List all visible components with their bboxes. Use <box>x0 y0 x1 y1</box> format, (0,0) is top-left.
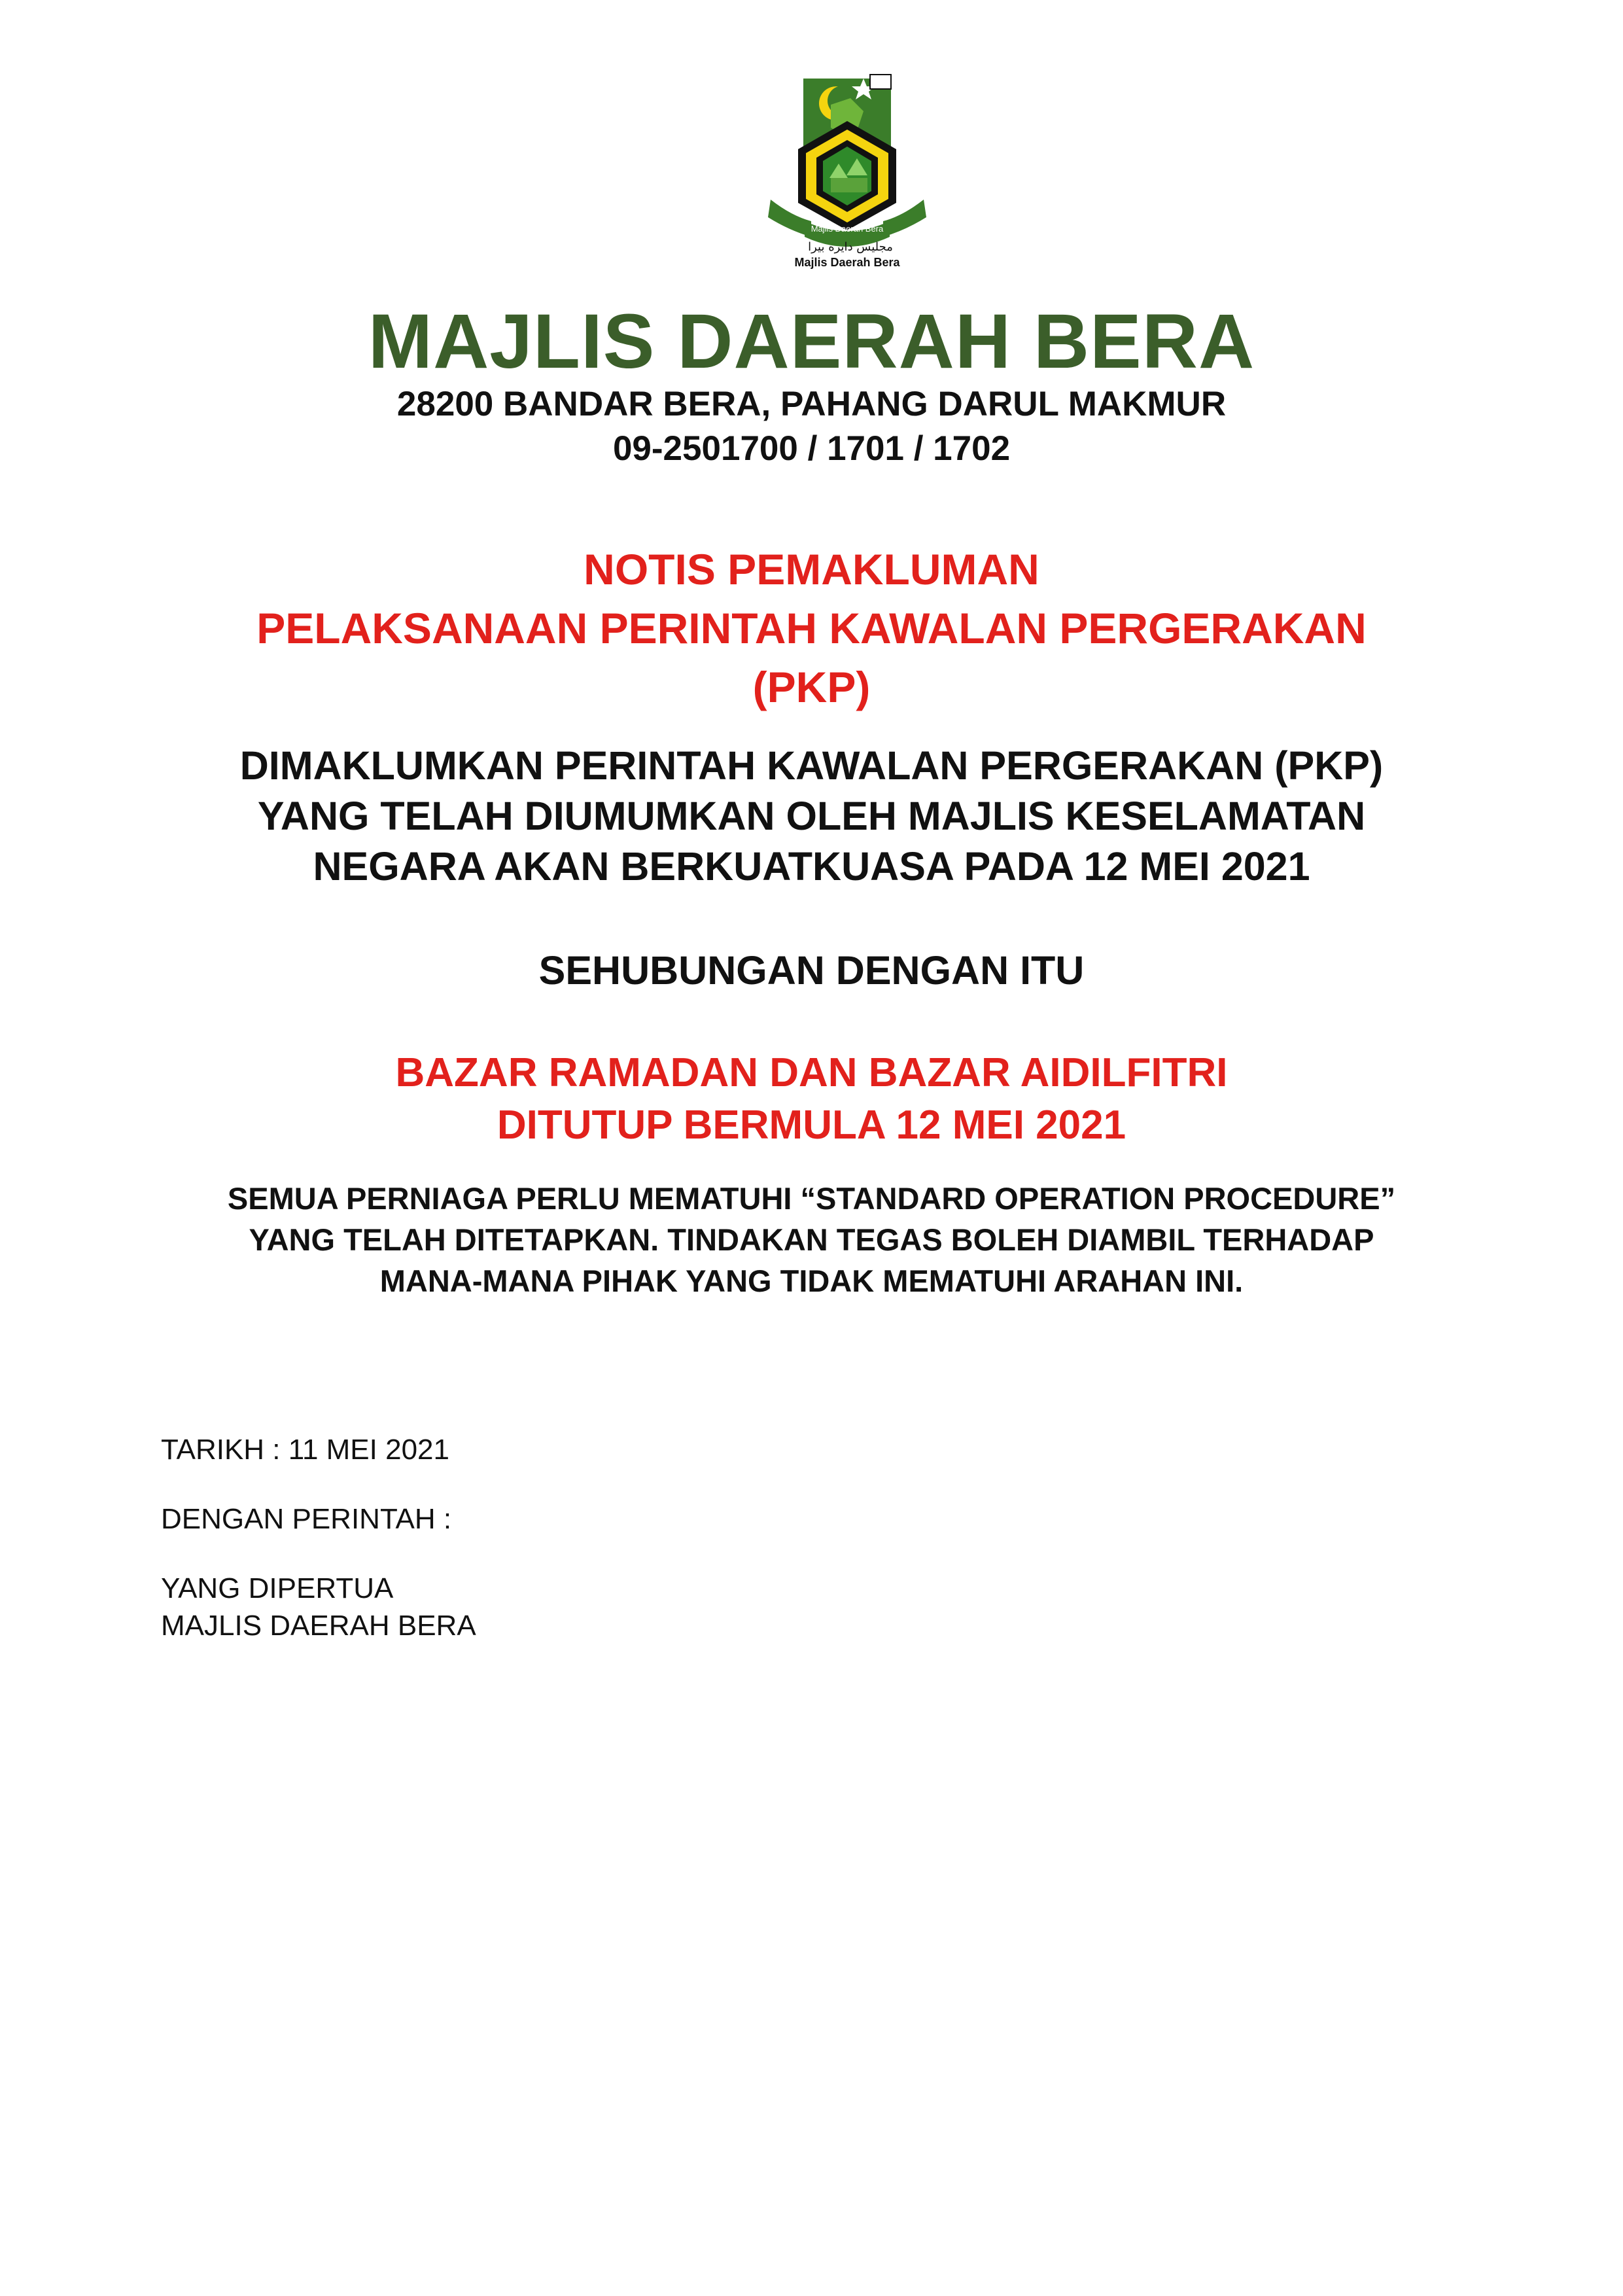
notice-heading-line: (PKP) <box>752 663 871 711</box>
logo-jawi-text: مجليس دايره بيرا <box>808 240 893 254</box>
signer-title: YANG DIPERTUA <box>161 1572 394 1604</box>
announcement-line: DIMAKLUMKAN PERINTAH KAWALAN PERGERAKAN (PKP) <box>239 743 1384 788</box>
signer-organization: MAJLIS DAERAH BERA <box>161 1610 476 1642</box>
closure-line: BAZAR RAMADAN DAN BAZAR AIDILFITRI <box>395 1050 1228 1095</box>
announcement-paragraph <box>0 741 1623 892</box>
notice-heading-line: PELAKSANAAN PERINTAH KAWALAN PERGERAKAN <box>256 604 1367 652</box>
warning-line: SEMUA PERNIAGA PERLU MEMATUHI “STANDARD OPERATION PROCEDURE” <box>227 1181 1396 1216</box>
by-order-label: DENGAN PERINTAH : <box>161 1503 452 1535</box>
council-logo <box>765 65 929 275</box>
bazaar-closure-notice <box>0 1047 1623 1152</box>
connection-statement: SEHUBUNGAN DENGAN ITU <box>538 948 1085 993</box>
notice-heading-line: NOTIS PEMAKLUMAN <box>584 545 1039 593</box>
council-address: 28200 BANDAR BERA, PAHANG DARUL MAKMUR <box>396 385 1227 423</box>
logo-caption: Majlis Daerah Bera <box>794 256 900 269</box>
announcement-line: YANG TELAH DIUMUMKAN OLEH MAJLIS KESELAMATAN <box>257 794 1366 838</box>
closure-line: DITUTUP BERMULA 12 MEI 2021 <box>497 1103 1126 1148</box>
notice-heading <box>0 540 1623 716</box>
council-phone: 09-2501700 / 1701 / 1702 <box>612 429 1011 468</box>
sop-warning <box>0 1178 1623 1301</box>
warning-line: MANA-MANA PIHAK YANG TIDAK MEMATUHI ARAHAN INI. <box>379 1263 1244 1298</box>
logo-ribbon-text: Majlis Daerah Bera <box>811 224 884 234</box>
notice-date: TARIKH : 11 MEI 2021 <box>161 1434 449 1466</box>
announcement-line: NEGARA AKAN BERKUATKUASA PADA 12 MEI 2021 <box>313 844 1310 889</box>
warning-line: YANG TELAH DITETAPKAN. TINDAKAN TEGAS BOLEH DIAMBIL TERHADAP <box>249 1222 1374 1257</box>
page-title: MAJLIS DAERAH BERA <box>368 298 1255 385</box>
